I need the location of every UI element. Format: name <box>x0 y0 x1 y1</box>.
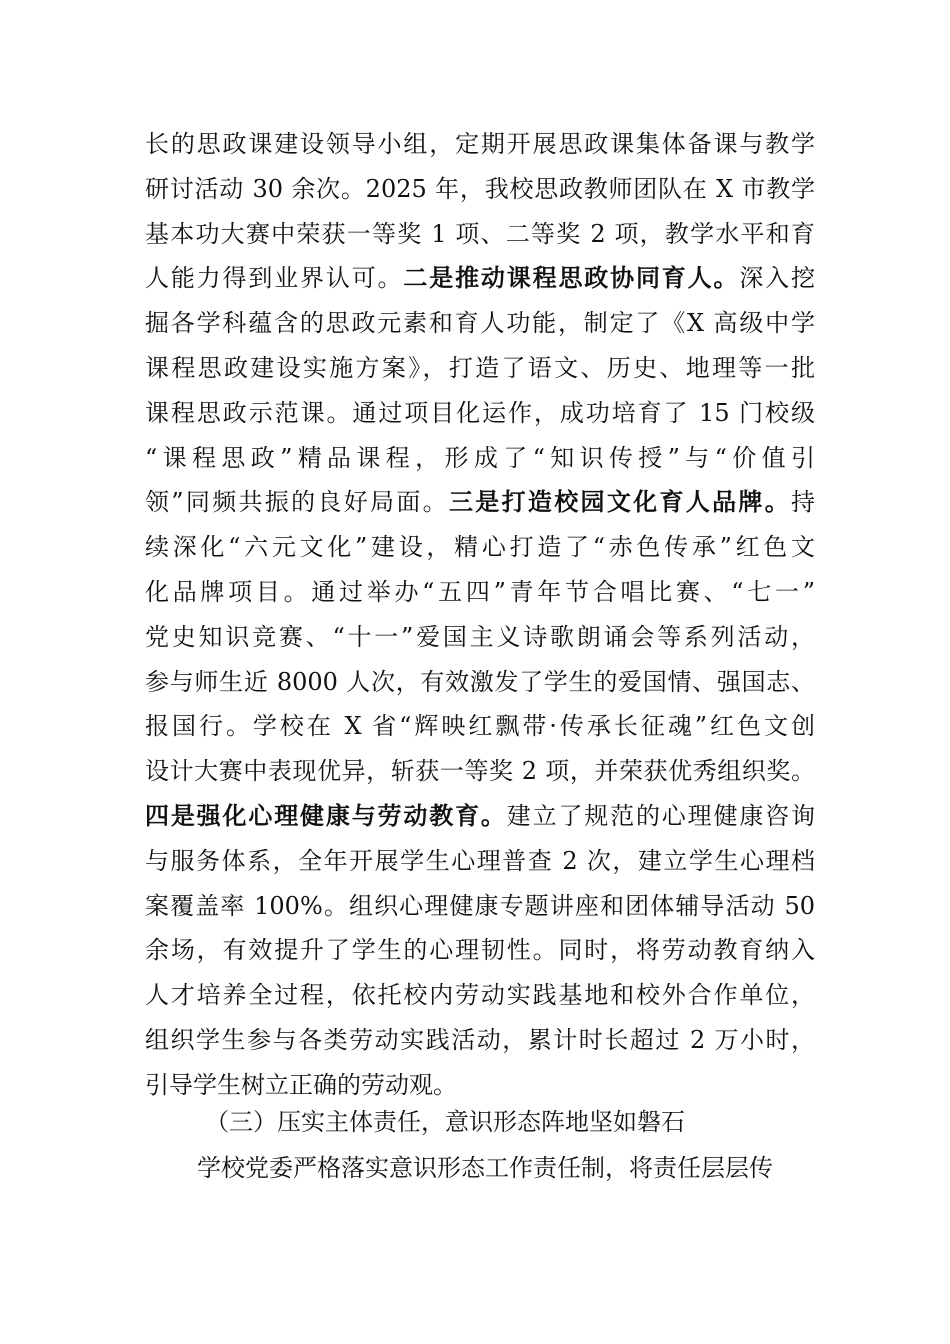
text-line <box>145 615 815 659</box>
text-run: 深入挖 <box>739 264 816 293</box>
text-line <box>145 167 815 211</box>
text-run: 引导学生树立正确的劳动观。 <box>145 1070 457 1099</box>
section-heading: （三）压实主体责任，意识形态阵地坚如磐石 <box>205 1108 685 1136</box>
text-line <box>145 301 815 345</box>
bold-lead-phrase: 四是强化心理健康与劳动教育。 <box>145 802 507 830</box>
text-run: 党史知识竞赛、“十一”爱国主义诗歌朗诵会等系列活动， <box>145 622 815 651</box>
text-run: 建立了规范的心理健康咨询 <box>506 802 816 830</box>
text-run: 课程思政示范课。通过项目化运作，成功培育了 15 门校级 <box>145 398 815 427</box>
text-line <box>145 839 815 883</box>
text-run: 案覆盖率 100%。组织心理健康专题讲座和团体辅导活动 50 <box>145 891 815 920</box>
text-line <box>145 928 815 972</box>
text-run: 领”同频共振的良好局面。 <box>145 488 449 517</box>
text-run: 参与师生近 8000 人次，有效激发了学生的爱国情、强国志、 <box>145 667 815 696</box>
text-run: 研讨活动 30 余次。2025 年，我校思政教师团队在 X 市教学 <box>145 174 815 203</box>
text-line <box>145 794 815 838</box>
text-run: 余场，有效提升了学生的心理韧性。同时，将劳动教育纳入 <box>145 936 815 965</box>
text-line <box>145 391 815 435</box>
text-line <box>145 973 815 1017</box>
bold-lead-phrase: 三是打造校园文化育人品牌。 <box>448 488 791 517</box>
text-line <box>145 436 815 480</box>
text-line <box>145 749 815 793</box>
text-line <box>145 122 815 166</box>
text-line <box>145 480 815 524</box>
text-run: 持 <box>791 488 815 517</box>
text-line <box>145 1018 815 1062</box>
text-run: 化品牌项目。通过举办“五四”青年节合唱比赛、“七一” <box>145 578 815 606</box>
text-run: 课程思政建设实施方案》，打造了语文、历史、地理等一批 <box>145 354 815 382</box>
text-line <box>145 525 815 569</box>
text-line <box>145 660 815 704</box>
text-line <box>145 346 815 390</box>
text-run: 长的思政课建设领导小组，定期开展思政课集体备课与教学 <box>145 130 815 158</box>
text-run: 组织学生参与各类劳动实践活动，累计时长超过 2 万小时， <box>145 1026 815 1054</box>
text-run: 设计大赛中表现优异，斩获一等奖 2 项，并荣获优秀组织奖。 <box>145 757 815 786</box>
text-run: 人才培养全过程，依托校内劳动实践基地和校外合作单位， <box>145 981 815 1010</box>
text-run: 报国行。学校在 X 省“辉映红飘带·传承长征魂”红色文创 <box>145 712 815 741</box>
text-run: 基本功大赛中荣获一等奖 1 项、二等奖 2 项，教学水平和育 <box>145 219 815 248</box>
text-line <box>145 212 815 256</box>
paragraph-first-line: 学校党委严格落实意识形态工作责任制，将责任层层传 <box>197 1154 773 1182</box>
text-line <box>145 704 815 748</box>
text-run: 掘各学科蕴含的思政元素和育人功能，制定了《X 高级中学 <box>145 309 815 338</box>
text-line <box>145 884 815 928</box>
text-run: 续深化“六元文化”建设，精心打造了“赤色传承”红色文 <box>145 533 815 562</box>
text-line <box>145 256 815 300</box>
text-run: 与服务体系，全年开展学生心理普查 2 次，建立学生心理档 <box>145 846 815 875</box>
text-run: “课程思政”精品课程，形成了“知识传授”与“价值引 <box>145 443 815 472</box>
text-run: 人能力得到业界认可。 <box>145 264 404 293</box>
text-line <box>145 570 815 614</box>
bold-lead-phrase: 二是推动课程思政协同育人。 <box>403 264 740 293</box>
